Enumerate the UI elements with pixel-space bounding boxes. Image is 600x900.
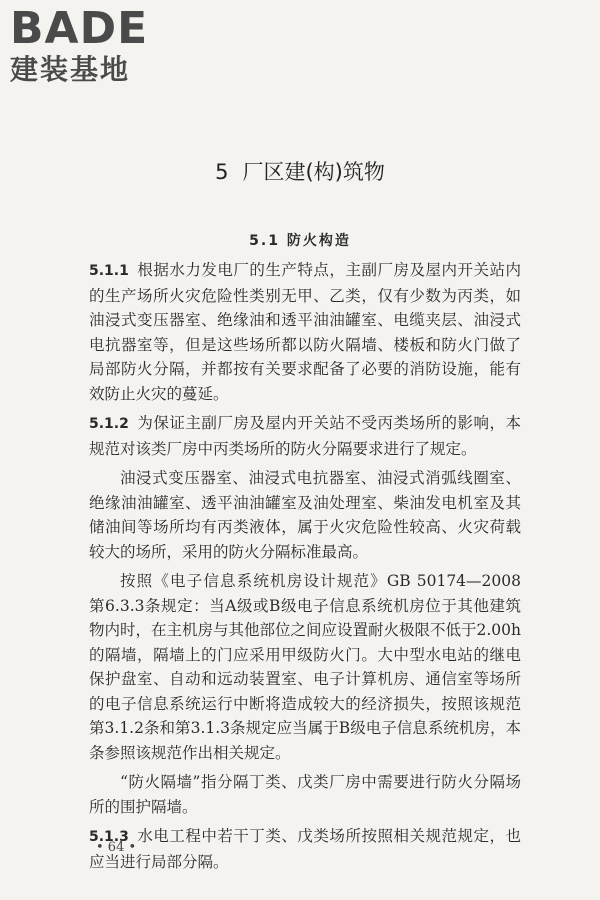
explanation-paragraph: 按照《电子信息系统机房设计规范》GB 50174—2008 第6.3.3条规定：当A级或B级电子信息系统机房位于其他建筑物内时，在主机房与其他部位之间应设置耐火极限不低于2.00h的隔墙，隔墙上的门应采用甲级防火门。大中型水电站的继电保护盘室、自动和远动装置室、电子计算机房、通信室等场所的电子信息系统运行中断将造成较大的经济损失，按照该规范第3.1.2条和第3.1.3条规定应当属于B级电子信息系统机房，本条参照该规范作出相关规定。 — [89, 572, 521, 762]
clause-paragraph — [89, 824, 521, 874]
logo-text: BADE — [10, 3, 149, 54]
clause-paragraph — [89, 258, 521, 406]
explanation-paragraph: “防火隔墙”指分隔丁类、戊类厂房中需要进行防火分隔场所的围护隔墙。 — [89, 773, 521, 816]
clause-text: 为保证主副厂房及屋内开关站不受丙类场所的影响，本规范对该类厂房中丙类场所的防火分隔要求进行了规定。 — [89, 414, 521, 458]
section-heading: 5.1 防火构造 — [249, 233, 351, 249]
publisher-logo — [10, 3, 149, 86]
clause-number: 5.1.1 — [89, 263, 129, 279]
page-number: • 64 • — [96, 840, 137, 855]
clause-paragraph — [89, 411, 521, 461]
chapter-heading — [0, 156, 600, 186]
logo-subtitle: 建装基地 — [10, 53, 131, 86]
clause-number: 5.1.3 — [89, 829, 129, 845]
chapter-title: 厂区建(构)筑物 — [242, 160, 385, 184]
clause-number: 5.1.2 — [89, 416, 129, 432]
explanation-paragraph: 油浸式变压器室、油浸式电抗器室、油浸式消弧线圈室、绝缘油油罐室、透平油油罐室及油处理室、柴油发电机室及其储油间等场所均有丙类液体，属于火灾危险性较高、火灾荷载较大的场所，采用的防火分隔标准最高。 — [89, 469, 521, 561]
chapter-number: 5 — [215, 160, 229, 184]
clause-text: 水电工程中若干丁类、戊类场所按照相关规范规定，也应当进行局部分隔。 — [89, 827, 521, 871]
clause-text: 根据水力发电厂的生产特点，主副厂房及屋内开关站内的生产场所火灾危险性类别无甲、乙类，仅有少数为丙类，如油浸式变压器室、绝缘油和透平油油罐室、电缆夹层、油浸式电抗器室等，但是这些场所都以防火隔墙、楼板和防火门做了局部防火分隔，并都按有关要求配备了必要的消防设施，能有效防止火灾的蔓延。 — [89, 261, 521, 403]
body-text — [89, 258, 521, 879]
